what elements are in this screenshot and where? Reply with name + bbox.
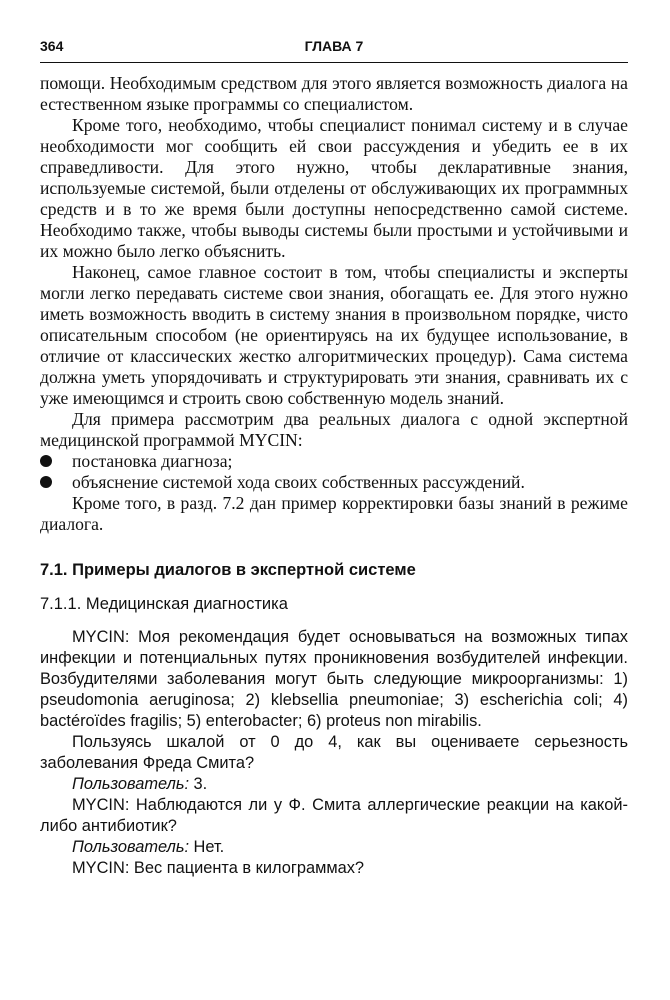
bullet-list — [40, 451, 628, 493]
list-item-text: объяснение системой хода своих собственных рассуждений. — [72, 472, 525, 492]
page-number: 364 — [40, 38, 64, 54]
list-item-text: постановка диагноза; — [72, 451, 233, 471]
mycin-line: MYCIN: Наблюдаются ли у Ф. Смита аллергические реакции на какой-либо антибиотик? — [40, 796, 628, 835]
bullet-dot-icon — [40, 455, 52, 467]
user-answer: Нет. — [189, 838, 225, 856]
section-title: 7.1. Примеры диалогов в экспертной системе — [40, 561, 416, 579]
running-head — [40, 36, 628, 56]
user-line — [40, 837, 628, 858]
mycin-line: MYCIN: Вес пациента в килограммах? — [72, 859, 365, 877]
paragraph-understanding: Кроме того, необходимо, чтобы специалист понимал систему и в случае необходимости мог сообщить ей свои рассуждения и убедить ее в их справедливости. Для этого нужно, чтобы декларативные знания, используемые системой, были отделены от обслуживающих их программных средств и в то же время были доступны непосредственно самой системе. Необходимо также, чтобы выводы системы были простыми и устойчивыми и их можно было легко объяснить. — [40, 115, 628, 261]
dialog-transcript — [40, 627, 628, 879]
paragraph-knowledge-transfer: Наконец, самое главное состоит в том, чтобы специалисты и эксперты могли легко передавать системе свои знания, обогащать ее. Для этого нужно иметь возможность вводить в систему знания в произвольном порядке, чисто описательным способом (не ориентируясь на их будущее использование, в отличие от классических жестко алгоритмических процедур). Сама система должна уметь упорядочивать и структурировать эти знания, сравнивать их с уже имеющимся и строить свою собственную модель знаний. — [40, 262, 628, 408]
book-page — [40, 36, 628, 879]
paragraph-closing: Кроме того, в разд. 7.2 дан пример корректировки базы знаний в режиме диалога. — [40, 493, 628, 534]
user-label: Пользователь: — [72, 775, 189, 793]
paragraph-continuation: помощи. Необходимым средством для этого является возможность диалога на естественном языке программы со специалистом. — [40, 73, 628, 114]
list-item — [40, 472, 628, 493]
mycin-question: Пользуясь шкалой от 0 до 4, как вы оцениваете серьезность заболевания Фреда Смита? — [40, 733, 628, 772]
header-rule — [40, 62, 628, 63]
user-label: Пользователь: — [72, 838, 189, 856]
chapter-label: ГЛАВА 7 — [304, 38, 364, 54]
subsection-title: 7.1.1. Медицинская диагностика — [40, 595, 288, 613]
mycin-line: MYCIN: Моя рекомендация будет основываться на возможных типах инфекции и потенциальных путях проникновения возбудителей инфекции. Возбудителями заболевания могут быть следующие микроорганизмы: 1) pseudomonia aeruginosa; 2) klebsellia pneumoniae; 3) escherichia coli; 4) bactéroïdes fragilis; 5) enterobacter; 6) proteus non mirabilis. — [40, 628, 628, 730]
user-line — [40, 774, 628, 795]
user-answer: 3. — [189, 775, 208, 793]
paragraph-examples-intro: Для примера рассмотрим два реальных диалога с одной экспертной медицинской программой MYCIN: — [40, 409, 628, 450]
bullet-dot-icon — [40, 476, 52, 488]
list-item — [40, 451, 628, 472]
